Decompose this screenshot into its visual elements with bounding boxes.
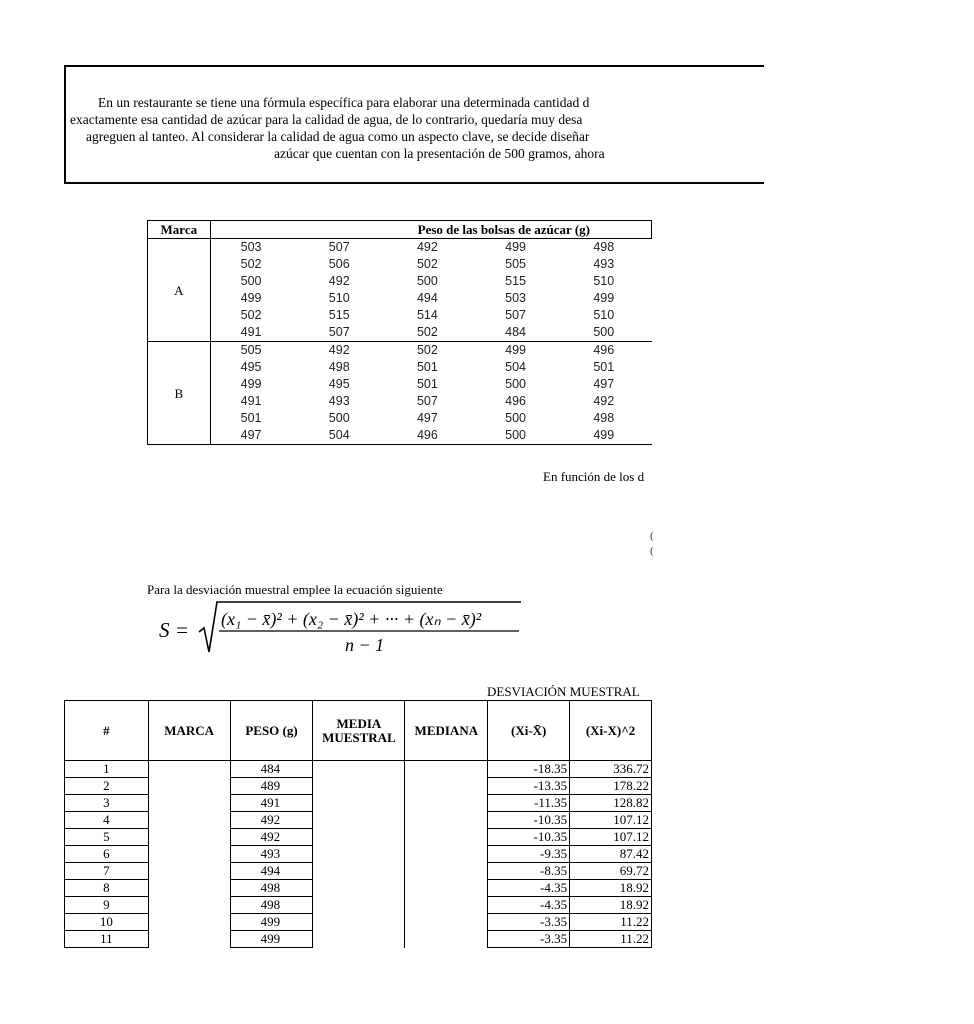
- weight-cell: 499: [240, 291, 262, 305]
- weight-cell: 501: [240, 411, 262, 425]
- weight-cell: 496: [387, 427, 475, 445]
- weight-cell: 499: [240, 377, 262, 391]
- weight-cell: 492: [328, 274, 350, 288]
- row-number: 9: [65, 897, 149, 914]
- row-number: 6: [65, 846, 149, 863]
- mediana-cell: [405, 761, 488, 778]
- weight-cell: 514: [416, 308, 438, 322]
- table-row: [65, 846, 652, 863]
- squared-cell: 87.42: [570, 846, 652, 863]
- deviation-table: [64, 700, 652, 948]
- table-row: [65, 931, 652, 948]
- table-row: [65, 880, 652, 897]
- weight-cell: 497: [416, 411, 438, 425]
- sugar-weight-table: [147, 220, 652, 445]
- weight-cell: 496: [505, 394, 526, 408]
- media-cell: [313, 761, 405, 778]
- peso-cell: 492: [230, 829, 313, 846]
- media-cell: [313, 778, 405, 795]
- weight-cell: 494: [416, 291, 438, 305]
- weight-cell: 507: [416, 394, 438, 408]
- table-row: [65, 761, 652, 778]
- mediana-cell: [405, 931, 488, 948]
- deviation-cell: -3.35: [488, 914, 570, 931]
- marca-cell: [148, 914, 230, 931]
- column-header-marca: MARCA: [148, 701, 230, 761]
- table-row: [148, 427, 652, 445]
- weight-cell: 502: [387, 324, 475, 342]
- weight-cell: 491: [240, 394, 262, 408]
- row-number: 11: [65, 931, 149, 948]
- weight-cell: 495: [240, 360, 262, 374]
- media-cell: [313, 931, 405, 948]
- deviation-cell: -13.35: [488, 778, 570, 795]
- intro-line: agreguen al tanteo. Al considerar la calidad de agua como un aspecto clave, se decide diseñar: [86, 129, 590, 144]
- weight-cell: 498: [563, 239, 651, 257]
- weight-cell: 500: [505, 377, 526, 391]
- row-number: 7: [65, 863, 149, 880]
- squared-cell: 128.82: [570, 795, 652, 812]
- media-cell: [313, 795, 405, 812]
- weight-cell: 503: [210, 239, 299, 257]
- deviation-cell: -9.35: [488, 846, 570, 863]
- weight-cell: 507: [299, 324, 387, 342]
- table-row: [148, 256, 652, 273]
- weight-cell: 506: [328, 257, 350, 271]
- column-header-mediana: MEDIANA: [405, 701, 488, 761]
- column-header-squared: (Xi-X)^2: [570, 701, 652, 761]
- peso-cell: 484: [230, 761, 313, 778]
- mediana-cell: [405, 812, 488, 829]
- deviation-cell: -4.35: [488, 880, 570, 897]
- peso-cell: 498: [230, 897, 313, 914]
- formula-denominator: n − 1: [345, 635, 385, 655]
- row-number: 4: [65, 812, 149, 829]
- formula-lhs: S =: [159, 618, 189, 642]
- peso-cell: 492: [230, 812, 313, 829]
- marca-cell: [148, 931, 230, 948]
- deviation-cell: -10.35: [488, 812, 570, 829]
- table-row: [65, 863, 652, 880]
- weight-cell: 500: [563, 324, 651, 342]
- weight-cell: 497: [593, 377, 615, 391]
- weight-cell: 492: [387, 239, 475, 257]
- weight-cell: 498: [328, 360, 350, 374]
- marca-cell: [148, 795, 230, 812]
- row-number: 2: [65, 778, 149, 795]
- column-header-peso: PESO (g): [230, 701, 313, 761]
- mediana-cell: [405, 897, 488, 914]
- marca-cell: [148, 778, 230, 795]
- deviation-cell: -10.35: [488, 829, 570, 846]
- weight-cell: 504: [299, 427, 387, 445]
- table-row: [65, 812, 652, 829]
- marca-cell: [148, 863, 230, 880]
- table-row: [148, 307, 652, 324]
- deviation-cell: -8.35: [488, 863, 570, 880]
- mediana-cell: [405, 846, 488, 863]
- marca-cell: [148, 829, 230, 846]
- weight-cell: 500: [505, 411, 526, 425]
- std-deviation-formula: [147, 598, 527, 660]
- media-label-line1: MEDIA: [336, 715, 382, 731]
- table-row: [65, 778, 652, 795]
- weight-cell: 510: [593, 308, 615, 322]
- squared-cell: 107.12: [570, 829, 652, 846]
- weight-cell: 499: [475, 239, 563, 257]
- intro-line: exactamente esa cantidad de azúcar para la calidad de agua, de lo contrario, quedaría muy desa: [70, 112, 583, 127]
- mediana-cell: [405, 914, 488, 931]
- weight-cell: 500: [240, 274, 262, 288]
- squared-cell: 18.92: [570, 897, 652, 914]
- deviation-instruction: Para la desviación muestral emplee la ecuación siguiente: [147, 582, 443, 597]
- row-number: 3: [65, 795, 149, 812]
- marca-cell: [148, 812, 230, 829]
- table-row: [65, 914, 652, 931]
- table-row: [65, 795, 652, 812]
- peso-cell: 489: [230, 778, 313, 795]
- weight-cell: 507: [299, 239, 387, 257]
- squared-cell: 178.22: [570, 778, 652, 795]
- weight-cell: 515: [505, 274, 526, 288]
- weight-cell: 502: [387, 342, 475, 360]
- media-cell: [313, 880, 405, 897]
- squared-cell: 107.12: [570, 812, 652, 829]
- media-cell: [313, 897, 405, 914]
- brand-label: B: [148, 342, 211, 445]
- peso-cell: 499: [230, 914, 313, 931]
- table-row: [148, 239, 652, 257]
- media-cell: [313, 863, 405, 880]
- weight-cell: 507: [505, 308, 526, 322]
- table-row: [65, 829, 652, 846]
- row-number: 10: [65, 914, 149, 931]
- table-row: [148, 290, 652, 307]
- mediana-cell: [405, 863, 488, 880]
- intro-text-box: [64, 65, 764, 184]
- weight-cell: 492: [299, 342, 387, 360]
- weight-cell: 495: [328, 377, 350, 391]
- weight-cell: 500: [416, 274, 438, 288]
- weight-cell: 497: [210, 427, 299, 445]
- weight-cell: 493: [328, 394, 350, 408]
- marca-cell: [148, 761, 230, 778]
- peso-cell: 493: [230, 846, 313, 863]
- column-header-media: [313, 701, 405, 761]
- mediana-cell: [405, 829, 488, 846]
- row-number: 1: [65, 761, 149, 778]
- media-cell: [313, 914, 405, 931]
- media-cell: [313, 829, 405, 846]
- column-header-peso: Peso de las bolsas de azúcar (g): [210, 221, 651, 239]
- weight-cell: 499: [475, 342, 563, 360]
- weight-cell: 502: [240, 308, 262, 322]
- weight-cell: 503: [505, 291, 526, 305]
- weight-cell: 491: [210, 324, 299, 342]
- weight-cell: 505: [505, 257, 526, 271]
- table-row: [148, 342, 652, 360]
- edge-mark: (: [650, 530, 654, 542]
- table-row: [148, 324, 652, 342]
- weight-cell: 502: [240, 257, 262, 271]
- peso-cell: 494: [230, 863, 313, 880]
- table-row: [148, 410, 652, 427]
- weight-cell: 510: [593, 274, 615, 288]
- squared-cell: 11.22: [570, 914, 652, 931]
- squared-cell: 11.22: [570, 931, 652, 948]
- weight-cell: 492: [593, 394, 615, 408]
- formula-numerator: (x₁ − x̄)² + (x₂ − x̄)² + ··· + (xₙ − x̄)²: [221, 609, 482, 629]
- intro-line: azúcar que cuentan con la presentación de 500 gramos, ahora: [274, 146, 605, 161]
- squared-cell: 69.72: [570, 863, 652, 880]
- media-label-line2: MUESTRAL: [322, 729, 396, 745]
- weight-cell: 500: [328, 411, 350, 425]
- deviation-cell: -18.35: [488, 761, 570, 778]
- column-header-marca: Marca: [148, 221, 211, 239]
- table-row: [148, 393, 652, 410]
- marca-cell: [148, 897, 230, 914]
- column-header-deviation: (Xi-X̄): [488, 701, 570, 761]
- stats-section-title: DESVIACIÓN MUESTRAL: [487, 684, 640, 699]
- squared-cell: 18.92: [570, 880, 652, 897]
- marca-cell: [148, 880, 230, 897]
- weight-cell: 499: [563, 427, 651, 445]
- media-cell: [313, 812, 405, 829]
- marca-cell: [148, 846, 230, 863]
- weight-cell: 501: [416, 360, 438, 374]
- table-row: [65, 897, 652, 914]
- mediana-cell: [405, 880, 488, 897]
- weight-cell: 504: [505, 360, 526, 374]
- weight-cell: 484: [475, 324, 563, 342]
- deviation-cell: -11.35: [488, 795, 570, 812]
- weight-cell: 515: [328, 308, 350, 322]
- weight-cell: 502: [416, 257, 438, 271]
- peso-cell: 491: [230, 795, 313, 812]
- brand-label: A: [148, 239, 211, 342]
- row-number: 5: [65, 829, 149, 846]
- edge-mark: (: [650, 545, 654, 557]
- table-row: [148, 376, 652, 393]
- mediana-cell: [405, 778, 488, 795]
- weight-cell: 499: [593, 291, 615, 305]
- media-cell: [313, 846, 405, 863]
- column-header-num: #: [65, 701, 149, 761]
- intro-line: En un restaurante se tiene una fórmula específica para elaborar una determinada cantidad d: [98, 95, 590, 110]
- row-number: 8: [65, 880, 149, 897]
- deviation-cell: -4.35: [488, 897, 570, 914]
- weight-cell: 501: [416, 377, 438, 391]
- peso-cell: 499: [230, 931, 313, 948]
- weight-cell: 510: [328, 291, 350, 305]
- table-row: [148, 359, 652, 376]
- weight-cell: 496: [563, 342, 651, 360]
- squared-cell: 336.72: [570, 761, 652, 778]
- mediana-cell: [405, 795, 488, 812]
- funcion-text: En función de los d: [543, 469, 645, 484]
- weight-cell: 493: [593, 257, 615, 271]
- weight-cell: 500: [475, 427, 563, 445]
- weight-cell: 498: [593, 411, 615, 425]
- peso-cell: 498: [230, 880, 313, 897]
- table-row: [148, 273, 652, 290]
- weight-cell: 501: [593, 360, 615, 374]
- deviation-cell: -3.35: [488, 931, 570, 948]
- weight-cell: 505: [210, 342, 299, 360]
